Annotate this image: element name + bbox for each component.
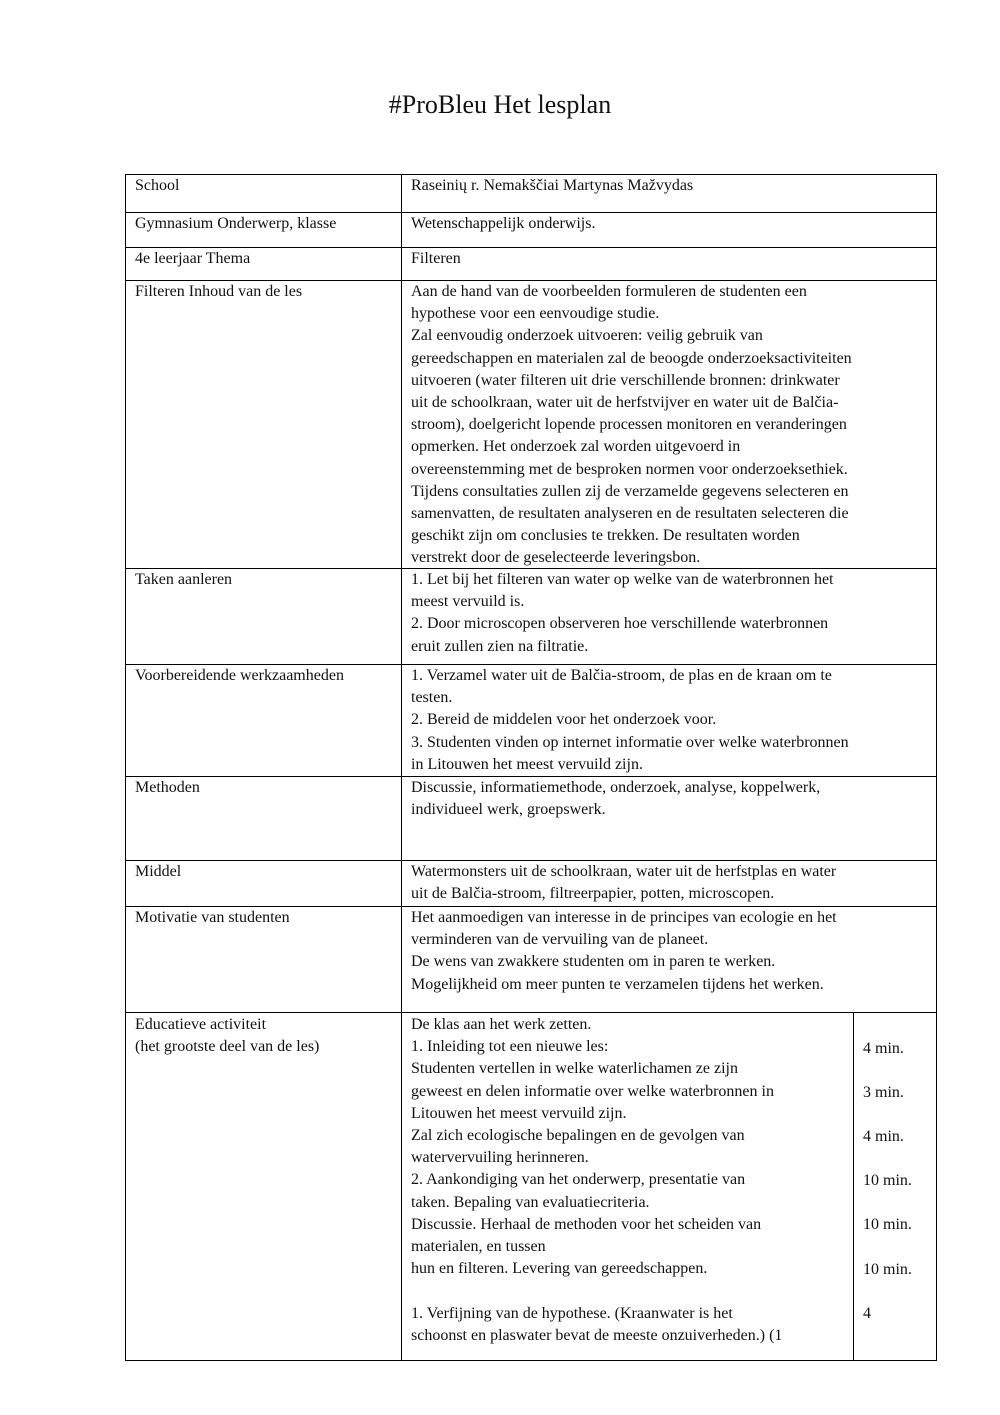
row-border (125, 1012, 937, 1013)
duration-label: 10 min. (863, 1261, 912, 1278)
column-border (125, 174, 126, 1361)
row-border (125, 1360, 937, 1361)
text-line: eruit zullen zien na filtratie. (411, 637, 589, 655)
text-line: overeenstemming met de besproken normen voor onderzoeksethiek. (411, 460, 848, 478)
text-line: Motivatie van studenten (135, 909, 290, 926)
text-line: taken. Bepaling van evaluatiecriteria. (411, 1193, 650, 1211)
text-line: hypothese voor een eenvoudige studie. (411, 305, 660, 323)
text-line: Discussie, informatiemethode, onderzoek, analyse, koppelwerk, (411, 779, 821, 796)
text-line: samenvatten, de resultaten analyseren en de resultaten selecteren die (411, 505, 849, 523)
text-line: 1. Let bij het filteren van water op welke van de waterbronnen het (411, 571, 834, 588)
text-line: gereedschappen en materialen zal de beoogde onderzoeksactiviteiten (411, 349, 852, 367)
text-line: Aan de hand van de voorbeelden formuleren de studenten een (411, 283, 807, 300)
text-line: De klas aan het werk zetten. (411, 1016, 592, 1033)
duration-label: 10 min. (863, 1216, 912, 1233)
text-line: verminderen van de vervuiling van de planeet. (411, 931, 709, 949)
text-line: De wens van zwakkere studenten om in paren te werken. (411, 953, 776, 971)
text-line: Wetenschappelijk onderwijs. (411, 215, 596, 232)
text-line: 2. Door microscopen observeren hoe verschillende waterbronnen (411, 615, 829, 633)
text-line: opmerken. Het onderzoek zal worden uitgevoerd in (411, 438, 741, 456)
row-content (411, 861, 836, 905)
text-line: Het aanmoedigen van interesse in de principes van ecologie en het (411, 909, 837, 926)
text-line: watervervuiling herinneren. (411, 1149, 589, 1167)
row-content (411, 569, 834, 658)
row-content (411, 777, 820, 821)
text-line: Middel (135, 863, 182, 880)
text-line: uit de Balčia-stroom, filtreerpapier, potten, microscopen. (411, 885, 775, 903)
column-border (936, 174, 937, 1361)
text-line: testen. (411, 689, 453, 707)
page-title: #ProBleu Het lesplan (388, 90, 612, 119)
text-line: Studenten vertellen in welke waterlichamen ze zijn (411, 1060, 738, 1078)
text-line: stroom), doelgericht lopende processen monitoren en veranderingen (411, 416, 847, 434)
row-label (135, 907, 290, 929)
text-line: Methoden (135, 779, 200, 796)
text-line: uit de schoolkraan, water uit de herfstvijver en water uit de Balčia- (411, 394, 839, 412)
text-line: Zal zich ecologische bepalingen en de gevolgen van (411, 1127, 745, 1145)
text-line: Voorbereidende werkzaamheden (135, 667, 344, 684)
text-line: Litouwen het meest vervuild zijn. (411, 1104, 627, 1122)
text-line: materialen, en tussen (411, 1238, 546, 1256)
row-label (135, 281, 302, 303)
text-line: Filteren Inhoud van de les (135, 283, 303, 300)
row-content (411, 281, 852, 570)
text-line: Taken aanleren (135, 571, 233, 588)
text-line: verstrekt door de geselecteerde leveringsbon. (411, 549, 701, 567)
row-content (411, 248, 461, 270)
text-line: Watermonsters uit de schoolkraan, water uit de herfstplas en water (411, 863, 837, 880)
text-line: uitvoeren (water filteren uit drie verschillende bronnen: drinkwater (411, 371, 840, 389)
duration-label: 3 min. (863, 1084, 904, 1101)
text-line: 3. Studenten vinden op internet informatie over welke waterbronnen (411, 733, 849, 751)
row-label (135, 213, 336, 235)
text-line: 1. Verzamel water uit de Balčia-stroom, de plas en de kraan om te (411, 667, 832, 684)
row-content (411, 213, 595, 235)
row-label (135, 248, 250, 270)
duration-label: 4 min. (863, 1040, 904, 1057)
row-content (411, 1014, 782, 1347)
column-border (853, 1012, 854, 1361)
row-label (135, 777, 200, 799)
text-line: Raseinių r. Nemakščiai Martynas Mažvydas (411, 177, 694, 194)
text-line (411, 1280, 782, 1302)
text-line: School (135, 177, 180, 194)
text-line: 4e leerjaar Thema (135, 250, 251, 267)
row-content (411, 665, 849, 776)
text-line: 1. Verfijning van de hypothese. (Kraanwater is het (411, 1304, 733, 1322)
text-line: in Litouwen het meest vervuild zijn. (411, 755, 643, 773)
text-line: Gymnasium Onderwerp, klasse (135, 215, 337, 232)
text-line: individueel werk, groepswerk. (411, 801, 606, 819)
row-label (135, 1014, 319, 1058)
text-line: Zal eenvoudig onderzoek uitvoeren: veilig gebruik van (411, 327, 763, 345)
row-label (135, 175, 179, 197)
text-line: 1. Inleiding tot een nieuwe les: (411, 1038, 609, 1056)
text-line: (het grootste deel van de les) (135, 1038, 320, 1056)
row-label (135, 665, 344, 687)
row-label (135, 861, 181, 883)
duration-label: 10 min. (863, 1172, 912, 1189)
column-border (401, 174, 402, 1361)
duration-label: 4 (863, 1305, 871, 1322)
text-line: Tijdens consultaties zullen zij de verzamelde gegevens selecteren en (411, 482, 849, 500)
row-content (411, 907, 837, 996)
row-content (411, 175, 693, 197)
text-line: Mogelijkheid om meer punten te verzamelen tijdens het werken. (411, 975, 824, 993)
text-line: hun en filteren. Levering van gereedschappen. (411, 1260, 708, 1278)
text-line: 2. Aankondiging van het onderwerp, presentatie van (411, 1171, 746, 1189)
text-line: Educatieve activiteit (135, 1016, 267, 1033)
text-line: geweest en delen informatie over welke waterbronnen in (411, 1082, 774, 1100)
text-line: Filteren (411, 250, 461, 267)
row-label (135, 569, 232, 591)
text-line: 2. Bereid de middelen voor het onderzoek voor. (411, 711, 717, 729)
text-line: schoonst en plaswater bevat de meeste onzuiverheden.) (1 (411, 1326, 783, 1344)
text-line: Discussie. Herhaal de methoden voor het scheiden van (411, 1215, 762, 1233)
text-line: geschikt zijn om conclusies te trekken. De resultaten worden (411, 527, 800, 545)
duration-label: 4 min. (863, 1128, 904, 1145)
text-line: meest vervuild is. (411, 593, 525, 611)
